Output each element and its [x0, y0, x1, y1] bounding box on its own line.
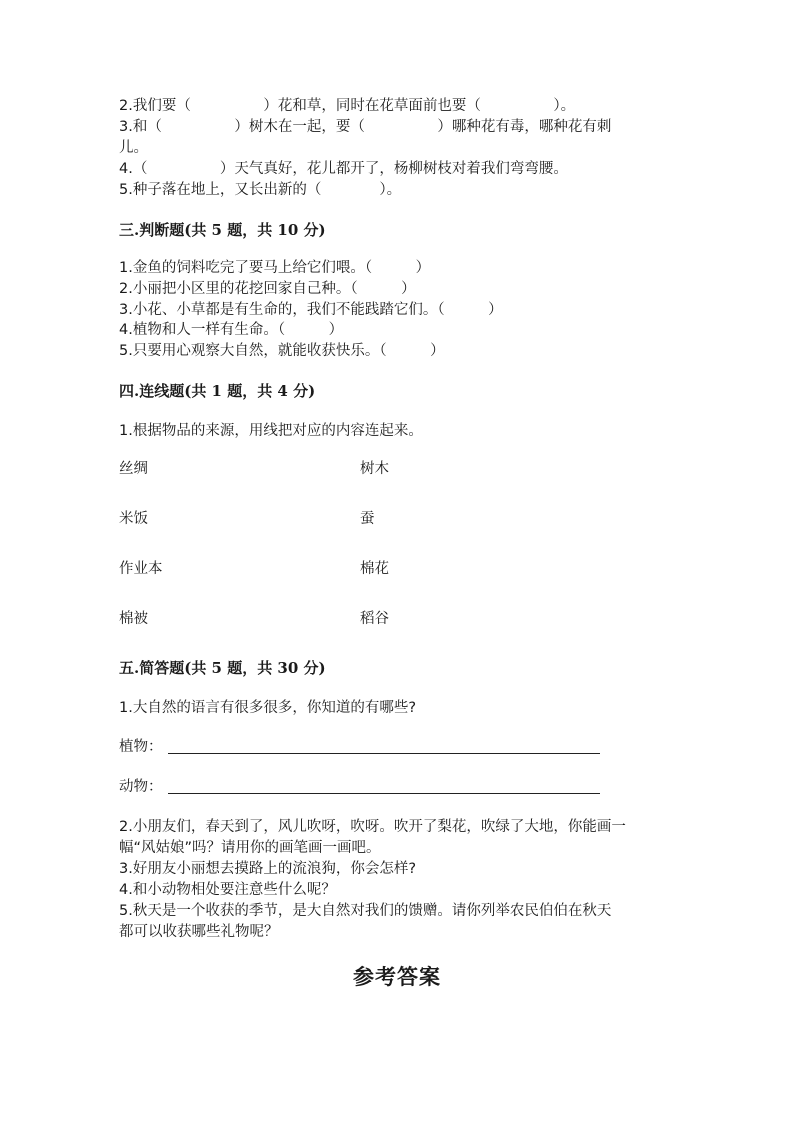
match-left-1[interactable]: 丝绸 [119, 461, 148, 477]
fill-item-3: 3.和（ ）树木在一起，要（ ）哪种花有毒，哪种花有刺 [119, 119, 612, 135]
animal-answer-line[interactable] [168, 793, 600, 794]
match-left-2[interactable]: 米饭 [119, 511, 148, 527]
short-answer-q4: 4.和小动物相处要注意些什么呢？ [119, 882, 336, 898]
fill-item-2: 2.我们要（ ）花和草，同时在花草面前也要（ ）。 [119, 98, 576, 114]
judge-item-2: 2.小丽把小区里的花挖回家自己种。（ ） [119, 281, 416, 297]
judge-item-3: 3.小花、小草都是有生命的，我们不能践踏它们。（ ） [119, 302, 503, 318]
match-left-3[interactable]: 作业本 [119, 561, 163, 577]
plant-answer-line[interactable] [168, 753, 600, 754]
short-answer-q3: 3.好朋友小丽想去摸路上的流浪狗，你会怎样? [119, 861, 417, 877]
short-answer-q5: 5.秋天是一个收获的季节，是大自然对我们的馈赠。请你列举农民伯伯在秋天 [119, 903, 612, 919]
fill-item-3-cont: 儿。 [119, 140, 148, 156]
judge-item-4: 4.植物和人一样有生命。（ ） [119, 322, 344, 338]
judge-item-1: 1.金鱼的饲料吃完了要马上给它们喂。（ ） [119, 260, 431, 276]
animal-label: 动物： [119, 779, 163, 795]
match-right-3[interactable]: 棉花 [360, 561, 389, 577]
match-left-4[interactable]: 棉被 [119, 611, 148, 627]
short-answer-q2-cont: 幅“风姑娘”吗？请用你的画笔画一画吧。 [119, 840, 381, 856]
short-answer-q1: 1.大自然的语言有很多很多，你知道的有哪些? [119, 700, 417, 716]
fill-item-5: 5.种子落在地上，又长出新的（ ）。 [119, 182, 402, 198]
section-5-title: 五.简答题(共 5 题，共 30 分) [119, 659, 326, 677]
match-right-4[interactable]: 稻谷 [360, 611, 389, 627]
short-answer-q2: 2.小朋友们，春天到了，风儿吹呀，吹呀。吹开了梨花，吹绿了大地，你能画一 [119, 819, 626, 835]
short-answer-q5-cont: 都可以收获哪些礼物呢？ [119, 924, 279, 940]
match-right-2[interactable]: 蚕 [360, 511, 375, 527]
fill-item-4: 4.（ ）天气真好，花儿都开了，杨柳树枝对着我们弯弯腰。 [119, 161, 568, 177]
plant-label: 植物： [119, 739, 163, 755]
match-right-1[interactable]: 树木 [360, 461, 389, 477]
judge-item-5: 5.只要用心观察大自然，就能收获快乐。（ ） [119, 343, 445, 359]
answer-key-title: 参考答案 [353, 964, 441, 989]
section-4-title: 四.连线题(共 1 题，共 4 分) [119, 382, 316, 400]
section-3-title: 三.判断题(共 5 题，共 10 分) [119, 221, 326, 239]
matching-prompt: 1.根据物品的来源，用线把对应的内容连起来。 [119, 423, 423, 439]
